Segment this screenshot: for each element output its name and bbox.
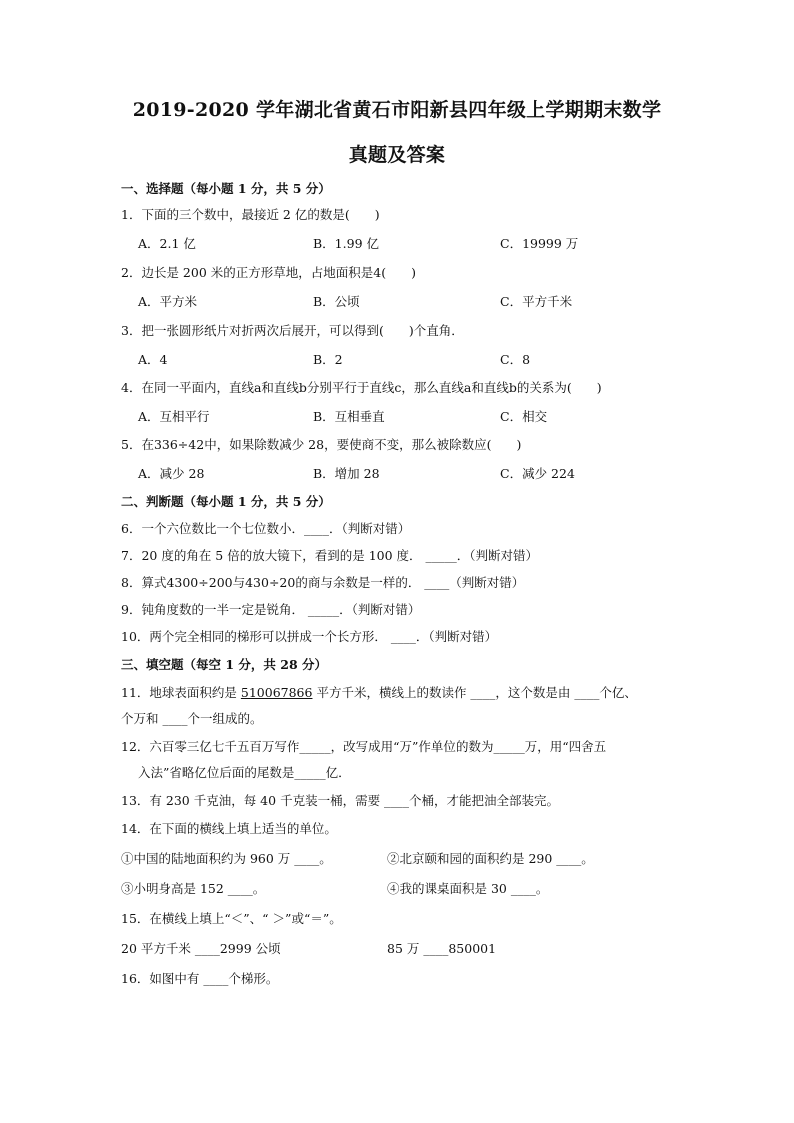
question-13: 13．有 230 千克油，每 40 千克装一桶，需要 ____个桶，才能把油全部装完。 [121, 793, 560, 808]
question-14-item-1: ①中国的陆地面积约为 960 万 ____。 [121, 851, 332, 866]
question-1-stem: 1．下面的三个数中，最接近 2 亿的数是( ) [121, 207, 380, 222]
question-14-item-3: ③小明身高是 152 ____。 [121, 881, 266, 896]
question-15-item-1: 20 平方千米 ____2999 公顷 [121, 941, 281, 956]
question-4-stem: 4．在同一平面内，直线a和直线b分别平行于直线c，那么直线a和直线b的关系为( ) [121, 380, 602, 395]
question-11-line-2: 个万和 ____个一组成的。 [121, 711, 263, 726]
question-2-option-c: C．平方千米 [500, 294, 573, 309]
question-9: 9．钝角度数的一半一定是锐角． _____．（判断对错） [121, 602, 421, 617]
question-6: 6．一个六位数比一个七位数小．____．（判断对错） [121, 521, 411, 536]
question-11-suffix: 平方千米，横线上的数读作 ____，这个数是由 ____个亿、 [312, 685, 637, 700]
question-7: 7．20 度的角在 5 倍的放大镜下，看到的是 100 度． _____．（判断对错） [121, 548, 539, 563]
question-2-option-b: B．公顷 [313, 294, 360, 309]
question-5-option-c: C．减少 224 [500, 466, 575, 481]
question-5-option-b: B．增加 28 [313, 466, 380, 481]
question-4-option-b: B．互相垂直 [313, 409, 385, 424]
section-heading-judge: 二、判断题（每小题 1 分，共 5 分） [121, 494, 331, 509]
question-8: 8．算式4300÷200与430÷20的商与余数是一样的． ____（判断对错） [121, 575, 525, 590]
question-3-option-c: C．8 [500, 352, 531, 367]
question-15-item-2: 85 万 ____850001 [387, 941, 497, 956]
question-2-stem: 2．边长是 200 米的正方形草地，占地面积是4( ) [121, 265, 416, 280]
question-14-stem: 14．在下面的横线上填上适当的单位。 [121, 821, 337, 836]
question-11-prefix: 11．地球表面积约是 [121, 685, 241, 700]
question-12-line-2: 入法”省略亿位后面的尾数是_____亿． [138, 765, 351, 780]
question-4-option-c: C．相交 [500, 409, 548, 424]
question-11-underlined-number: 510067866 [240, 685, 313, 700]
question-1-option-c: C．19999 万 [500, 236, 579, 251]
question-14-item-2: ②北京颐和园的面积约是 290 ____。 [387, 851, 594, 866]
question-2-option-a: A．平方米 [138, 294, 198, 309]
section-heading-fill: 三、填空题（每空 1 分，共 28 分） [121, 657, 328, 672]
question-4-option-a: A．互相平行 [138, 409, 210, 424]
question-10: 10．两个完全相同的梯形可以拼成一个长方形． ____．（判断对错） [121, 629, 498, 644]
question-14-item-4: ④我的课桌面积是 30 ____。 [387, 881, 549, 896]
question-3-option-a: A．4 [138, 352, 168, 367]
question-5-stem: 5．在336÷42中，如果除数减少 28，要使商不变，那么被除数应( ) [121, 437, 522, 452]
question-12-line-1: 12．六百零三亿七千五百万写作_____，改写成用“万”作单位的数为_____万，用“四舍五 [121, 739, 607, 754]
question-5-option-a: A．减少 28 [138, 466, 205, 481]
question-3-stem: 3．把一张圆形纸片对折两次后展开，可以得到( )个直角． [121, 323, 464, 338]
title-line-1: 2019-2020 学年湖北省黄石市阳新县四年级上学期期末数学 [132, 99, 662, 121]
question-1-option-a: A．2.1 亿 [138, 236, 196, 251]
question-1-option-b: B．1.99 亿 [313, 236, 379, 251]
section-heading-choice: 一、选择题（每小题 1 分，共 5 分） [121, 181, 331, 196]
title-line-2: 真题及答案 [348, 144, 446, 166]
question-16: 16．如图中有 ____个梯形。 [121, 971, 279, 986]
question-15-stem: 15．在横线上填上“＜”、“ ＞”或“＝”。 [121, 911, 342, 926]
question-11-line-1 [121, 684, 637, 702]
question-3-option-b: B．2 [313, 352, 343, 367]
